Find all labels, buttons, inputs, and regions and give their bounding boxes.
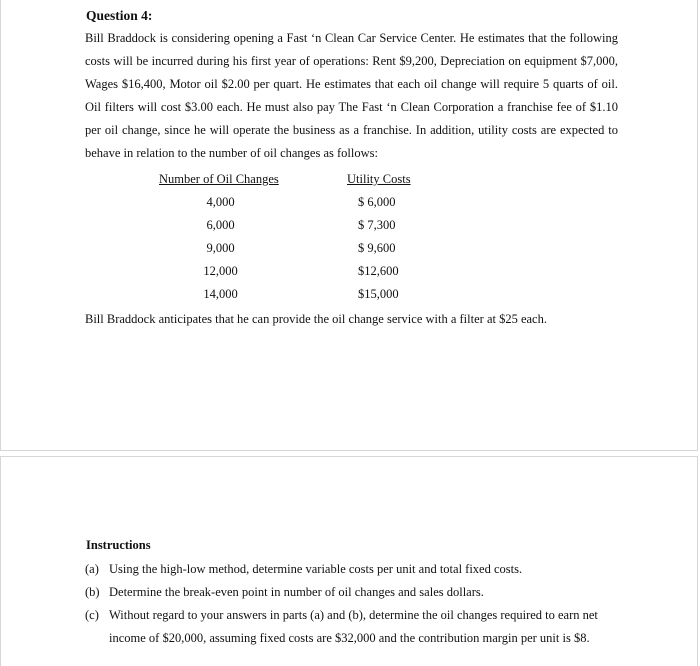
instruction-letter: (b) — [85, 585, 100, 599]
table-cell-cost: $ 6,000 — [358, 195, 396, 209]
table-cell-cost: $15,000 — [358, 287, 399, 301]
table-cell-cost: $ 9,600 — [358, 241, 396, 255]
table-header-oil-changes: Number of Oil Changes — [159, 172, 279, 186]
table-header-utility-costs: Utility Costs — [347, 172, 411, 186]
question-closing-text: Bill Braddock anticipates that he can provide the oil change service with a filter at $25 each. — [85, 312, 547, 326]
instruction-text: Using the high-low method, determine variable costs per unit and total fixed costs. — [109, 562, 523, 576]
instruction-text: Without regard to your answers in parts (a) and (b), determine the oil changes required to earn net income of $20,000, assuming fixed costs are $32,000 and the contribution margin per unit is $8. — [109, 608, 598, 645]
table-cell-changes: 14,000 — [203, 287, 238, 301]
instruction-item-a — [85, 558, 625, 581]
instruction-item-c — [85, 604, 625, 650]
table-cell-changes: 6,000 — [206, 218, 235, 232]
question-title: Question 4: — [86, 8, 153, 23]
instructions-title: Instructions — [86, 538, 151, 552]
instruction-letter: (c) — [85, 608, 99, 622]
table-cell-cost: $12,600 — [358, 264, 399, 278]
table-cell-changes: 12,000 — [203, 264, 238, 278]
table-cell-changes: 4,000 — [206, 195, 235, 209]
table-cell-cost: $ 7,300 — [358, 218, 396, 232]
question-intro-text: Bill Braddock is considering opening a Fast ‘n Clean Car Service Center. He estimates that the following costs will be incurred during his first year of operations: Rent $9,200, Depreciation on equipment $7,000, Wages $16,400, Motor oil $2.00 per quart. He estimates that each oil change will require 5 quarts of oil. Oil filters will cost $3.00 each. He must also pay The Fast ‘n Clean Corporation a franchise fee of $1.10 per oil change, since he will operate the business as a franchise. In addition, utility costs are expected to behave in relation to the number of oil changes as follows: — [85, 31, 618, 160]
instruction-letter: (a) — [85, 562, 99, 576]
instruction-item-b — [85, 581, 625, 604]
table-cell-changes: 9,000 — [206, 241, 235, 255]
instruction-text: Determine the break-even point in number of oil changes and sales dollars. — [109, 585, 484, 599]
